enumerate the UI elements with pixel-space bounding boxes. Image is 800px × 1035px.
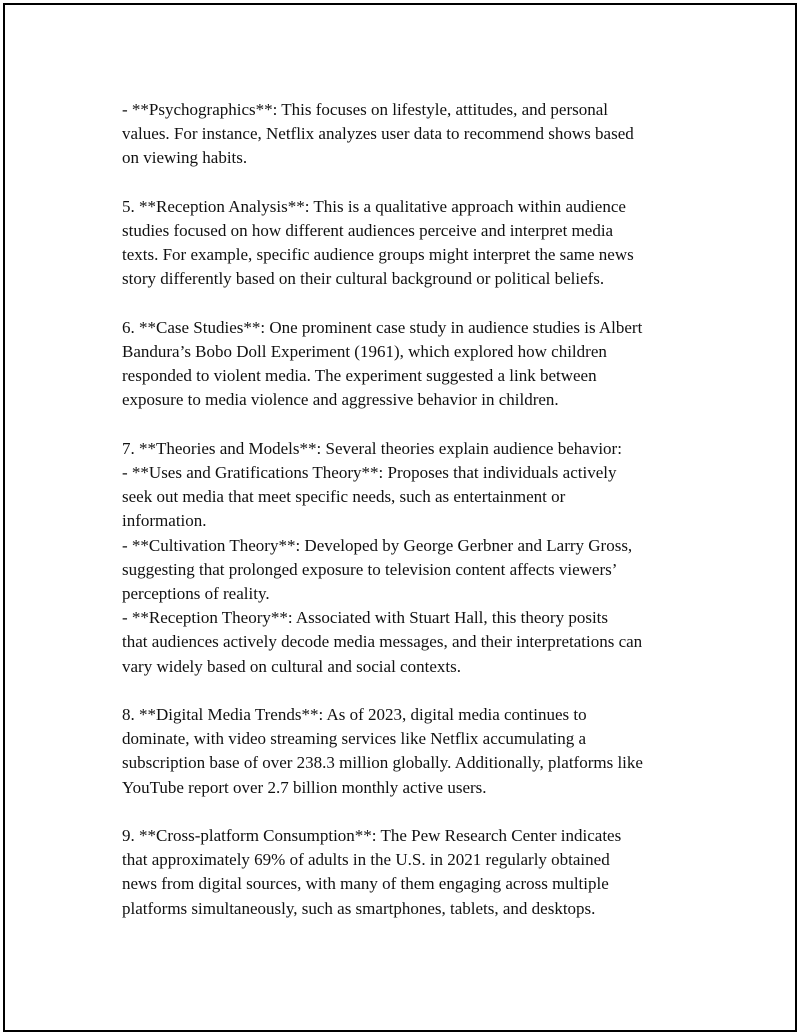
text-line: information. xyxy=(122,511,207,531)
text-line: 8. **Digital Media Trends**: As of 2023, digital media continues to xyxy=(122,705,587,725)
text-line: that approximately 69% of adults in the U.S. in 2021 regularly obtained xyxy=(122,850,610,870)
text-line: suggesting that prolonged exposure to television content affects viewers’ xyxy=(122,559,618,579)
text-line: on viewing habits. xyxy=(122,148,248,168)
paragraph-cross-platform-consumption xyxy=(122,824,702,921)
text-line: subscription base of over 238.3 million globally. Additionally, platforms like xyxy=(122,753,643,773)
text-line: responded to violent media. The experiment suggested a link between xyxy=(122,366,597,386)
paragraph-case-studies xyxy=(122,316,702,413)
text-line: - **Psychographics**: This focuses on lifestyle, attitudes, and personal xyxy=(122,100,608,119)
text-line: dominate, with video streaming services like Netflix accumulating a xyxy=(122,729,587,749)
text-line: platforms simultaneously, such as smartphones, tablets, and desktops. xyxy=(122,898,596,918)
text-line: values. For instance, Netflix analyzes user data to recommend shows based xyxy=(122,124,634,144)
document-body xyxy=(122,98,702,921)
text-line: - **Cultivation Theory**: Developed by George Gerbner and Larry Gross, xyxy=(122,535,633,555)
text-line: 9. **Cross-platform Consumption**: The Pew Research Center indicates xyxy=(122,826,622,846)
paragraph-reception-analysis xyxy=(122,195,702,292)
text-line: vary widely based on cultural and social contexts. xyxy=(122,656,461,676)
text-line: story differently based on their cultural background or political beliefs. xyxy=(122,269,605,289)
paragraph-psychographics xyxy=(122,98,702,171)
paragraph-theories-and-models xyxy=(122,437,702,679)
text-line: - **Reception Theory**: Associated with Stuart Hall, this theory posits xyxy=(122,608,609,628)
text-line: Bandura’s Bobo Doll Experiment (1961), which explored how children xyxy=(122,342,607,361)
text-line: 5. **Reception Analysis**: This is a qualitative approach within audience xyxy=(122,196,626,216)
paragraph-digital-media-trends xyxy=(122,703,702,800)
text-line: texts. For example, specific audience groups might interpret the same news xyxy=(122,245,634,265)
text-line: news from digital sources, with many of them engaging across multiple xyxy=(122,874,609,894)
text-line: - **Uses and Gratifications Theory**: Proposes that individuals actively xyxy=(122,463,617,482)
text-line: seek out media that meet specific needs, such as entertainment or xyxy=(122,487,566,507)
text-line: YouTube report over 2.7 billion monthly active users. xyxy=(122,777,487,797)
text-line: 7. **Theories and Models**: Several theories explain audience behavior: xyxy=(122,438,622,458)
text-line: studies focused on how different audiences perceive and interpret media xyxy=(122,221,614,240)
text-line: 6. **Case Studies**: One prominent case study in audience studies is Albert xyxy=(122,317,643,337)
text-line: perceptions of reality. xyxy=(122,584,270,604)
text-line: exposure to media violence and aggressive behavior in children. xyxy=(122,390,559,410)
page-frame xyxy=(3,3,797,1032)
text-line: that audiences actively decode media messages, and their interpretations can xyxy=(122,632,643,652)
